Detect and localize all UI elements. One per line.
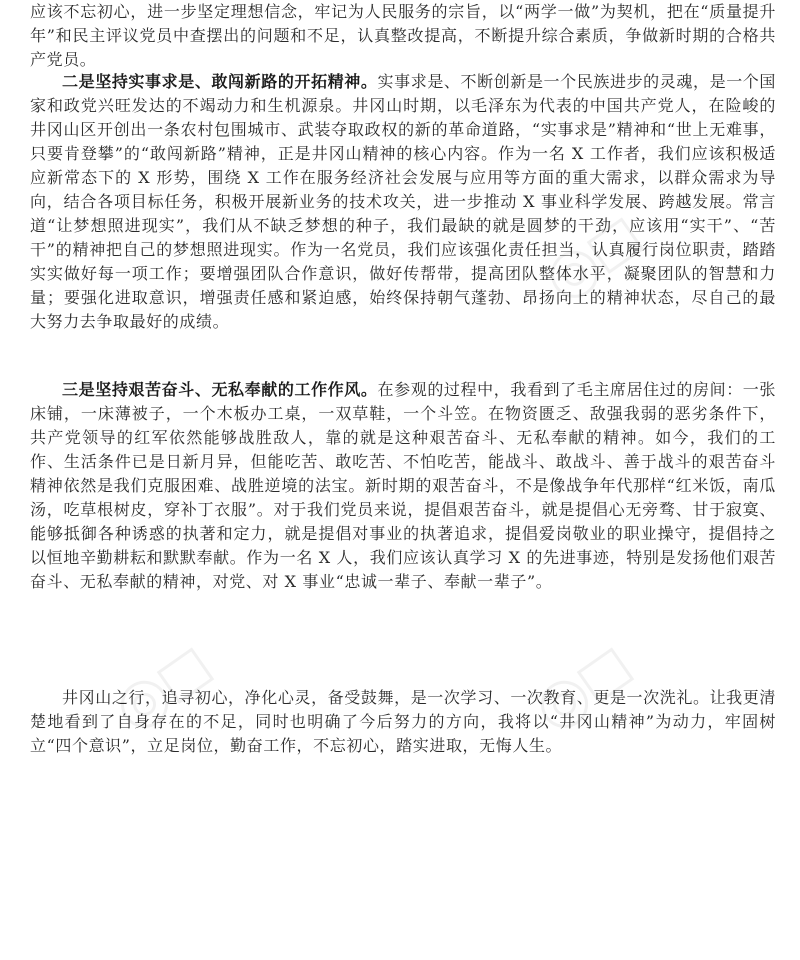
paragraph-3-text: 在参观的过程中，我看到了毛主席居住过的房间：一张床铺，一床薄被子，一个木板办工桌，一双草鞋，一个斗笠。在物资匮乏、敌强我弱的恶劣条件下，共产党领导的红军依然能够战胜敌人，靠的就是这种艰苦奋斗、无私奉献的精神。如今，我们的工作、生活条件已是日新月异，但能吃苦、敢吃苦、不怕吃苦，能战斗、敢战斗、善于战斗的艰苦奋斗精神依然是我们克服困难、战胜逆境的法宝。新时期的艰苦奋斗，不是像战争年代那样“红米饭，南瓜汤，吃草根树皮，穿补丁衣服”。对于我们党员来说，提倡艰苦奋斗，就是提倡心无旁骛、甘于寂寞、能够抵御各种诱惑的执著和定力，就是提倡对事业的执著追求，提倡爱岗敬业的职业操守，提倡持之以恒地辛勤耕耘和默默奉献。作为一名 X 人，我们应该认真学习 X 的先进事迹，特别是发扬他们艰苦奋斗、无私奉献的精神，对党、对 X 事业“忠诚一辈子、奉献一辈子”。 xyxy=(30,380,777,591)
paragraph-continuation xyxy=(30,0,776,72)
paragraph-3-heading: 三是坚持艰苦奋斗、无私奉献的工作作风。 xyxy=(62,380,378,399)
paragraph-4-text: 井冈山之行，追寻初心，净化心灵，备受鼓舞，是一次学习、一次教育、更是一次洗礼。让我更清楚地看到了自身存在的不足，同时也明确了今后努力的方向，我将以“井冈山精神”为动力，牢固树立“四个意识”，立足岗位，勤奋工作，不忘初心，踏实进取，无悔人生。 xyxy=(30,688,776,755)
paragraph-2-text: 实事求是、不断创新是一个民族进步的灵魂，是一个国家和政党兴旺发达的不竭动力和生机源泉。井冈山时期，以毛泽东为代表的中国共产党人，在险峻的井冈山区开创出一条农村包围城市、武装夺取政权的新的革命道路，“实事求是”精神和“世上无难事，只要肯登攀”的“敢闯新路”精神，正是井冈山精神的核心内容。作为一名 X 工作者，我们应该积极适应新常态下的 X 形势，围绕 X 工作在服务经济社会发展与应用等方面的重大需求，以群众需求为导向，结合各项目标任务，积极开展新业务的技术攻关，进一步推动 X 事业科学发展、跨越发展。常言道“让梦想照进现实”，我们从不缺乏梦想的种子，我们最缺的就是圆梦的干劲，应该用“实干”、“苦干”的精神把自己的梦想照进现实。作为一名党员，我们应该强化责任担当，认真履行岗位职责，踏踏实实做好每一项工作；要增强团队合作意识，做好传帮带，提高团队整体水平，凝聚团队的智慧和力量；要强化进取意识，增强责任感和紧迫感，始终保持朝气蓬勃、昂扬向上的精神状态，尽自己的最大努力去争取最好的成绩。 xyxy=(30,72,777,331)
paragraph-1-text: 应该不忘初心，进一步坚定理想信念，牢记为人民服务的宗旨，以“两学一做”为契机，把在“质量提升年”和民主评议党员中查摆出的问题和不足，认真整改提高，不断提升综合素质，争做新时期的合格共产党员。 xyxy=(30,2,776,69)
paragraph-point-three xyxy=(30,378,776,594)
paragraph-point-two xyxy=(30,70,776,334)
paragraph-conclusion xyxy=(30,686,776,758)
paragraph-2-heading: 二是坚持实事求是、敢闯新路的开拓精神。 xyxy=(62,72,378,91)
